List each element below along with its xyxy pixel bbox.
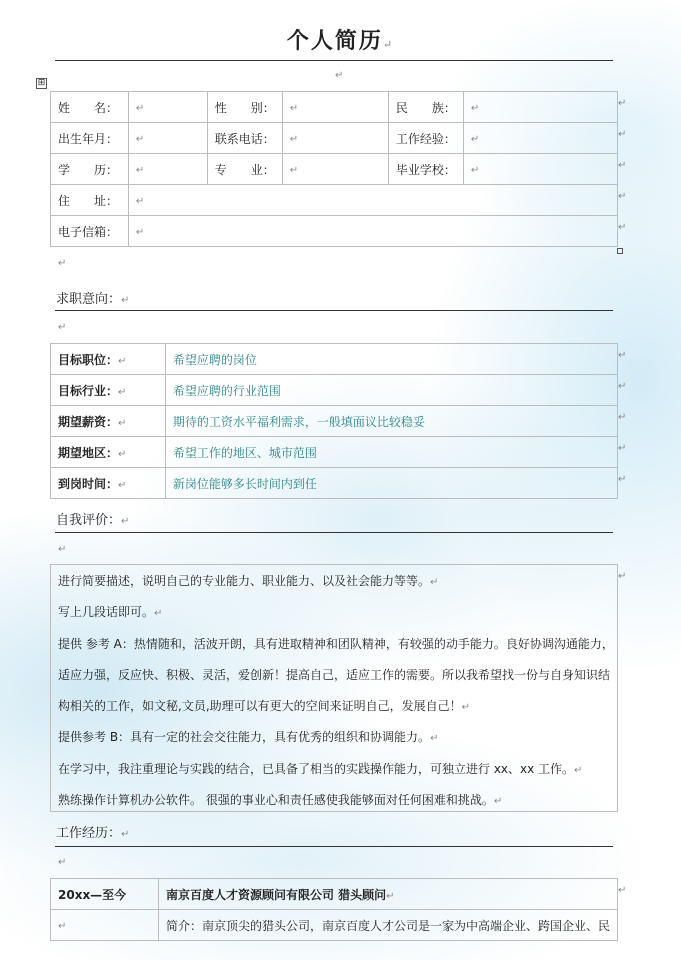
row-end-mark: ↵ [618, 443, 627, 454]
row-end-mark: ↵ [618, 160, 627, 171]
work-experience-heading: 工作经历：↵ [56, 826, 130, 841]
table-row [51, 216, 618, 247]
education-value[interactable]: ↵ [128, 154, 207, 185]
row-end-mark: ↵ [618, 98, 627, 109]
table-row [51, 437, 618, 468]
birth-label: 出生年月： [51, 123, 129, 154]
table-row [51, 375, 618, 406]
return-mark: ↵ [58, 258, 67, 269]
expected-region-label: 期望地区：↵ [51, 437, 166, 468]
table-move-handle-icon[interactable]: ⊞ [37, 78, 46, 88]
phone-label: 联系电话： [207, 123, 282, 154]
job-intention-table [50, 343, 618, 499]
row-end-mark: ↵ [618, 191, 627, 202]
table-row [51, 910, 618, 941]
row-end-mark: ↵ [618, 350, 627, 361]
start-time-label: 到岗时间：↵ [51, 468, 166, 499]
row-end-mark: ↵ [618, 474, 627, 485]
basic-info-table [50, 91, 618, 247]
company-title[interactable]: 南京百度人才资源顾问有限公司 猎头顾问↵ [158, 879, 617, 910]
row-end-mark: ↵ [618, 412, 627, 423]
name-label: 姓 名： [51, 92, 129, 123]
table-row [51, 123, 618, 154]
row-end-mark: ↵ [618, 571, 627, 582]
row-end-mark: ↵ [618, 885, 627, 896]
name-value[interactable]: ↵ [128, 92, 207, 123]
target-industry-label: 目标行业：↵ [51, 375, 166, 406]
work-experience-table [50, 878, 618, 941]
table-row [51, 406, 618, 437]
return-mark: ↵ [335, 70, 344, 81]
start-time-value[interactable]: 新岗位能够多长时间内到任 [165, 468, 617, 499]
empty-cell[interactable]: ↵ [51, 910, 159, 941]
return-mark: ↵ [58, 857, 67, 868]
education-label: 学 历： [51, 154, 129, 185]
row-end-mark: ↵ [618, 222, 627, 233]
paragraph-line: 熟练操作计算机办公软件。 很强的事业心和责任感使我能够面对任何困难和挑战。↵ [58, 793, 503, 807]
row-end-mark: ↵ [618, 129, 627, 140]
table-row [51, 92, 618, 123]
paragraph-line: 写上几段话即可。↵ [58, 605, 163, 619]
birth-value[interactable]: ↵ [128, 123, 207, 154]
email-value[interactable]: ↵ [128, 216, 617, 247]
major-value[interactable]: ↵ [282, 154, 388, 185]
self-evaluation-heading: 自我评价：↵ [56, 513, 130, 528]
gender-label: 性 别： [207, 92, 282, 123]
paragraph-line: 进行简要描述，说明自己的专业能力、职业能力、以及社会能力等等。↵ [58, 574, 439, 588]
self-evaluation-box[interactable] [50, 564, 618, 812]
paragraph-line: 适应力强，反应快、积极、灵活，爱创新！提高自己，适应工作的需要。所以我希望找一份与自身知识结 [58, 668, 611, 682]
work-period[interactable]: 20xx—至今 [51, 879, 159, 910]
school-value[interactable]: ↵ [463, 154, 617, 185]
paragraph-line: 提供 参考 A：热情随和，活波开朗，具有进取精神和团队精神，有较强的动手能力。良好协调沟通能力， [58, 637, 614, 651]
ethnicity-label: 民 族： [388, 92, 463, 123]
section-rule [55, 846, 613, 847]
ethnicity-value[interactable]: ↵ [463, 92, 617, 123]
phone-value[interactable]: ↵ [282, 123, 388, 154]
row-end-mark: ↵ [618, 381, 627, 392]
table-resize-handle[interactable] [617, 248, 623, 254]
expected-region-value[interactable]: 希望工作的地区、城市范围 [165, 437, 617, 468]
experience-label: 工作经验： [388, 123, 463, 154]
return-mark: ↵ [58, 322, 67, 333]
target-position-label: 目标职位：↵ [51, 344, 166, 375]
email-label: 电子信箱： [51, 216, 129, 247]
target-industry-value[interactable]: 希望应聘的行业范围 [165, 375, 617, 406]
target-position-value[interactable]: 希望应聘的岗位 [165, 344, 617, 375]
expected-salary-value[interactable]: 期待的工资水平福利需求，一般填面议比较稳妥 [165, 406, 617, 437]
table-row [51, 154, 618, 185]
experience-value[interactable]: ↵ [463, 123, 617, 154]
address-label: 住 址： [51, 185, 129, 216]
major-label: 专 业： [207, 154, 282, 185]
company-intro[interactable]: 简介：南京顶尖的猎头公司，南京百度人才公司是一家为中高端企业、跨国企业、民 [158, 910, 617, 941]
table-row [51, 344, 618, 375]
paragraph-line: 构相关的工作，如文秘,文员,助理可以有更大的空间来证明自己，发展自己！↵ [58, 699, 471, 713]
table-row [51, 879, 618, 910]
table-row [51, 468, 618, 499]
gender-value[interactable]: ↵ [282, 92, 388, 123]
title-rule [55, 60, 613, 61]
return-mark: ↵ [58, 544, 67, 555]
section-rule [55, 310, 613, 311]
section-rule [55, 532, 613, 533]
paragraph-line: 提供参考 B：具有一定的社会交往能力，具有优秀的组织和协调能力。↵ [58, 730, 439, 744]
table-row [51, 185, 618, 216]
school-label: 毕业学校： [388, 154, 463, 185]
address-value[interactable]: ↵ [128, 185, 617, 216]
job-intention-heading: 求职意向：↵ [56, 292, 130, 307]
resume-title: 个人简历↵ [286, 28, 395, 54]
paragraph-line: 在学习中，我注重理论与实践的结合，已具备了相当的实践操作能力，可独立进行 xx、xx 工作。↵ [58, 762, 583, 776]
expected-salary-label: 期望薪资：↵ [51, 406, 166, 437]
